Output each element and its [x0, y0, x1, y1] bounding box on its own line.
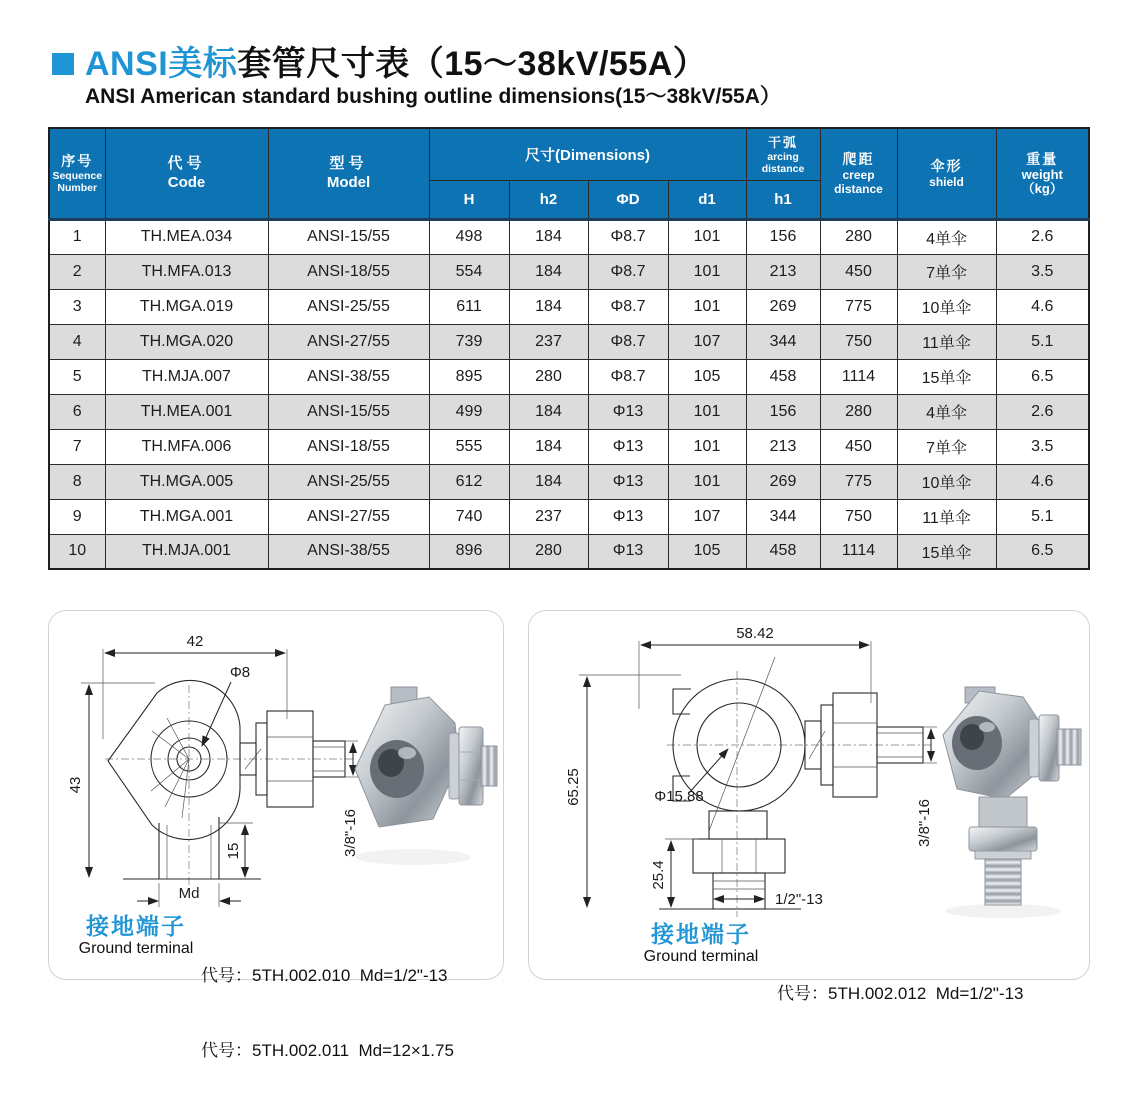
table-cell: 6	[49, 394, 105, 429]
table-row	[49, 359, 1089, 394]
table-cell: Φ13	[588, 394, 668, 429]
caption-zh: 接地端子	[651, 921, 751, 947]
table-cell: 450	[820, 254, 897, 289]
page-title	[85, 44, 707, 84]
table-cell: Φ8.7	[588, 359, 668, 394]
table-cell: 554	[429, 254, 509, 289]
table-cell: TH.MEA.001	[105, 394, 268, 429]
table-cell: ANSI-18/55	[268, 429, 429, 464]
col-header-arcing-zh: 干弧	[768, 134, 799, 150]
table-cell: Φ8.7	[588, 219, 668, 254]
col-header-arcing-en1: arcing	[767, 150, 799, 163]
col-header-arcing-distance	[746, 128, 820, 180]
table-cell: 101	[668, 429, 746, 464]
caption-zh: 接地端子	[86, 913, 186, 939]
table-cell: 775	[820, 464, 897, 499]
table-cell: 611	[429, 289, 509, 324]
table-cell: TH.MGA.020	[105, 324, 268, 359]
ground-terminal-panel-left	[48, 610, 504, 1060]
table-cell: 184	[509, 464, 588, 499]
table-cell: 10	[49, 534, 105, 569]
table-cell: 101	[668, 394, 746, 429]
table-cell: 156	[746, 219, 820, 254]
code-line: 代号：5TH.002.010 Md=1/2"-13	[201, 966, 448, 985]
table-cell: 4单伞	[897, 219, 996, 254]
table-cell: 107	[668, 324, 746, 359]
table-cell: TH.MJA.007	[105, 359, 268, 394]
table-cell: ANSI-27/55	[268, 324, 429, 359]
table-cell: 15单伞	[897, 359, 996, 394]
ground-terminal-caption-right	[633, 921, 769, 966]
table-row	[49, 254, 1089, 289]
table-header	[49, 128, 1089, 219]
table-cell: 7单伞	[897, 254, 996, 289]
table-cell: TH.MGA.005	[105, 464, 268, 499]
table-cell: 750	[820, 499, 897, 534]
table-row	[49, 534, 1089, 569]
table-row	[49, 429, 1089, 464]
table-cell: 450	[820, 429, 897, 464]
col-header-code	[105, 128, 268, 219]
table-cell: 10单伞	[897, 464, 996, 499]
dim-label-width: 42	[186, 633, 204, 650]
table-cell: 11单伞	[897, 324, 996, 359]
table-cell: 101	[668, 289, 746, 324]
table-cell: 105	[668, 534, 746, 569]
dim-label-width: 58.42	[736, 625, 774, 642]
dim-label-bore: Φ15.88	[654, 788, 704, 805]
table-cell: 107	[668, 499, 746, 534]
col-header-code-en: Code	[167, 174, 206, 192]
col-header-shield-zh: 伞形	[930, 157, 963, 174]
col-header-dimensions: 尺寸(Dimensions)	[429, 128, 746, 180]
table-cell: 458	[746, 534, 820, 569]
table-row	[49, 289, 1089, 324]
table-cell: 7单伞	[897, 429, 996, 464]
table-cell: 775	[820, 289, 897, 324]
table-cell: ANSI-15/55	[268, 394, 429, 429]
table-cell: Φ13	[588, 464, 668, 499]
table-cell: 2.6	[996, 219, 1089, 254]
table-cell: 1114	[820, 534, 897, 569]
page-subtitle: ANSI American standard bushing outline dimensions(15～38kV/55A）	[85, 85, 781, 108]
table-cell: 184	[509, 289, 588, 324]
dim-label-stud-len: 25.4	[650, 860, 667, 890]
table-cell: 739	[429, 324, 509, 359]
caption-en: Ground terminal	[643, 948, 759, 965]
table-row	[49, 464, 1089, 499]
dim-label-stud-thread: 3/8"-16	[916, 799, 933, 847]
table-cell: 6.5	[996, 534, 1089, 569]
dim-label-height: 65.25	[565, 768, 582, 806]
table-cell: ANSI-25/55	[268, 464, 429, 499]
code-line: 代号：5TH.002.012 Md=1/2"-13	[777, 984, 1024, 1003]
table-cell: 101	[668, 219, 746, 254]
col-subheader-h2: h2	[509, 180, 588, 219]
table-cell: 4	[49, 324, 105, 359]
ground-terminal-caption-left	[73, 913, 199, 958]
table-cell: Φ13	[588, 534, 668, 569]
table-cell: 11单伞	[897, 499, 996, 534]
table-cell: 344	[746, 499, 820, 534]
table-cell: 4单伞	[897, 394, 996, 429]
col-header-creep-zh: 爬距	[842, 150, 875, 167]
col-header-model-zh: 型号	[329, 155, 368, 173]
col-header-weight-en: weight	[1021, 166, 1063, 182]
table-cell: 101	[668, 464, 746, 499]
table-cell: 2	[49, 254, 105, 289]
table-cell: 498	[429, 219, 509, 254]
table-cell: 458	[746, 359, 820, 394]
table-cell: TH.MFA.006	[105, 429, 268, 464]
col-subheader-phiD: ΦD	[588, 180, 668, 219]
dim-label-stud-thread: 3/8"-16	[342, 809, 359, 857]
table-cell: TH.MGA.001	[105, 499, 268, 534]
code-line: 代号：5TH.002.011 Md=12×1.75	[201, 1041, 454, 1060]
table-cell: 5.1	[996, 324, 1089, 359]
col-header-weight-unit: （kg）	[1021, 180, 1063, 196]
table-cell: 895	[429, 359, 509, 394]
table-cell: 184	[509, 219, 588, 254]
table-cell: 105	[668, 359, 746, 394]
table-cell: 344	[746, 324, 820, 359]
dim-label-thread-depth: 15	[225, 842, 242, 860]
table-cell: Φ8.7	[588, 289, 668, 324]
col-header-shield	[897, 128, 996, 219]
table-cell: 156	[746, 394, 820, 429]
table-cell: 184	[509, 394, 588, 429]
ground-terminal-drawing-right	[541, 617, 941, 922]
ground-terminal-codes-right	[777, 931, 1024, 1056]
page-header	[52, 44, 781, 109]
col-header-weight	[996, 128, 1089, 219]
col-header-model	[268, 128, 429, 219]
table-cell: 269	[746, 464, 820, 499]
table-cell: 101	[668, 254, 746, 289]
table-cell: 15单伞	[897, 534, 996, 569]
table-cell: ANSI-27/55	[268, 499, 429, 534]
table-cell: 9	[49, 499, 105, 534]
col-subheader-h1: h1	[746, 180, 820, 219]
dim-label-bore: Φ8	[229, 664, 251, 681]
table-cell: ANSI-15/55	[268, 219, 429, 254]
table-cell: 4.6	[996, 464, 1089, 499]
table-cell: 4.6	[996, 289, 1089, 324]
table-cell: 555	[429, 429, 509, 464]
table-cell: 6.5	[996, 359, 1089, 394]
col-header-shield-en: shield	[929, 174, 964, 189]
dim-label-thread-dia: Md	[178, 885, 200, 902]
table-cell: 184	[509, 429, 588, 464]
table-cell: 2.6	[996, 394, 1089, 429]
table-cell: ANSI-25/55	[268, 289, 429, 324]
ground-terminal-drawing-left	[55, 619, 365, 911]
ground-terminal-panel-right	[528, 610, 1090, 1003]
table-cell: 280	[820, 219, 897, 254]
table-cell: 740	[429, 499, 509, 534]
table-cell: 237	[509, 499, 588, 534]
table-row	[49, 324, 1089, 359]
table-cell: 3.5	[996, 429, 1089, 464]
col-header-model-en: Model	[326, 174, 371, 192]
table-cell: 612	[429, 464, 509, 499]
col-header-creep-en1: creep	[842, 167, 875, 182]
col-subheader-H: H	[429, 180, 509, 219]
table-cell: Φ8.7	[588, 254, 668, 289]
title-bullet-square	[52, 53, 74, 75]
table-cell: 213	[746, 429, 820, 464]
page-title-highlight: ANSI美标	[85, 45, 238, 83]
table-cell: ANSI-18/55	[268, 254, 429, 289]
col-header-sequence-zh: 序号	[61, 152, 94, 169]
col-header-sequence	[49, 128, 105, 219]
table-row	[49, 499, 1089, 534]
table-cell: Φ13	[588, 429, 668, 464]
dim-label-bottom-thread: 1/2"-13	[775, 891, 823, 908]
ground-terminal-photo-right	[927, 671, 1083, 921]
col-header-sequence-en1: Sequence	[52, 169, 103, 182]
table-cell: 3.5	[996, 254, 1089, 289]
table-cell: 280	[820, 394, 897, 429]
table-cell: 499	[429, 394, 509, 429]
col-subheader-d1: d1	[668, 180, 746, 219]
table-cell: ANSI-38/55	[268, 359, 429, 394]
table-cell: 184	[509, 254, 588, 289]
col-header-code-zh: 代号	[167, 155, 206, 173]
table-cell: TH.MEA.034	[105, 219, 268, 254]
col-header-creep-en2: distance	[834, 181, 883, 196]
ground-terminal-photo-left	[341, 677, 499, 872]
table-cell: 750	[820, 324, 897, 359]
table-cell: ANSI-38/55	[268, 534, 429, 569]
ground-terminal-codes-left	[201, 913, 454, 1113]
table-cell: 1	[49, 219, 105, 254]
dim-label-height: 43	[67, 776, 84, 794]
table-cell: TH.MFA.013	[105, 254, 268, 289]
table-cell: 5.1	[996, 499, 1089, 534]
table-cell: 7	[49, 429, 105, 464]
dimensions-table	[48, 127, 1090, 570]
table-cell: 8	[49, 464, 105, 499]
table-cell: TH.MGA.019	[105, 289, 268, 324]
table-cell: 280	[509, 359, 588, 394]
table-cell: 269	[746, 289, 820, 324]
col-header-weight-zh: 重量	[1026, 150, 1059, 167]
table-cell: 280	[509, 534, 588, 569]
table-body	[49, 219, 1089, 569]
table-cell: 1114	[820, 359, 897, 394]
col-header-creep-distance	[820, 128, 897, 219]
table-cell: 896	[429, 534, 509, 569]
col-header-sequence-en2: Number	[57, 181, 98, 194]
table-cell: 237	[509, 324, 588, 359]
table-row	[49, 394, 1089, 429]
table-cell: Φ13	[588, 499, 668, 534]
table-cell: 3	[49, 289, 105, 324]
table-cell: 213	[746, 254, 820, 289]
page-title-rest: 套管尺寸表（15～38kV/55A）	[237, 45, 708, 83]
table-cell: Φ8.7	[588, 324, 668, 359]
table-cell: 5	[49, 359, 105, 394]
table-cell: TH.MJA.001	[105, 534, 268, 569]
table-cell: 10单伞	[897, 289, 996, 324]
col-header-arcing-en2: distance	[761, 162, 805, 175]
table-row	[49, 219, 1089, 254]
caption-en: Ground terminal	[78, 940, 194, 957]
